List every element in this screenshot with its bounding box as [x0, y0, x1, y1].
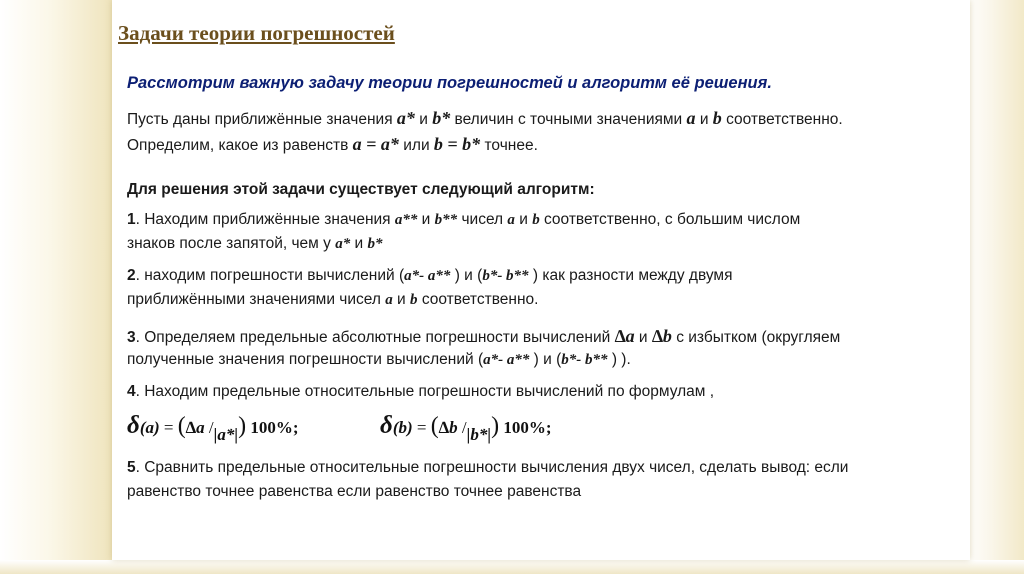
- step-2-line-1: [127, 266, 732, 286]
- formula-percent: 100%;: [246, 418, 299, 437]
- symbol-b-star: b*: [367, 236, 383, 252]
- step-text: и: [392, 291, 411, 308]
- intro-text: и: [695, 111, 713, 128]
- intro-text: или: [398, 137, 434, 154]
- slide-title: Задачи теории погрешностей: [118, 21, 395, 45]
- equality-a: a = a*: [352, 134, 399, 154]
- step-text: и: [634, 329, 652, 346]
- step-text: знаков после запятой, чем у: [127, 235, 336, 252]
- error-a: a*- a**: [404, 268, 451, 284]
- step-number: 5: [127, 459, 136, 476]
- step-number: 3: [127, 329, 136, 346]
- delta-symbol: δ: [127, 412, 140, 439]
- step-number: 1: [127, 211, 136, 228]
- symbol-a: a: [507, 212, 515, 228]
- step-text: приближёнными значениями чисел: [127, 291, 386, 308]
- step-1-line-2: [127, 234, 382, 254]
- step-text: и: [514, 211, 533, 228]
- bottom-edge-gradient: [0, 560, 1024, 574]
- slide-subtitle: Рассмотрим важную задачу теории погрешностей и алгоритм её решения.: [127, 74, 772, 92]
- intro-text: величин с точными значениями: [450, 111, 687, 128]
- symbol-a-star: a*: [335, 236, 351, 252]
- step-number: 4: [127, 383, 136, 400]
- step-text: ) ).: [607, 351, 631, 368]
- formula-arg: (b): [392, 418, 413, 437]
- step-text: полученные значения погрешности вычислений (: [127, 351, 484, 368]
- symbol-b-double-star: b**: [434, 212, 458, 228]
- step-text: ) как разности между двумя: [528, 267, 733, 284]
- intro-text: точнее.: [480, 137, 538, 154]
- step-text: ) и (: [450, 267, 483, 284]
- formula-numerator: ∆a: [185, 418, 205, 437]
- symbol-a-double-star: a**: [394, 212, 418, 228]
- delta-b: ∆b: [651, 326, 672, 346]
- step-text: . Находим приближённые значения: [135, 211, 395, 228]
- intro-text: Определим, какое из равенств: [127, 137, 353, 154]
- formula-eq: =: [159, 418, 178, 437]
- step-text: соответственно, с большим числом: [539, 211, 801, 228]
- formula-percent: 100%;: [499, 418, 552, 437]
- right-edge-gradient: [964, 0, 1024, 574]
- step-text: . Определяем предельные абсолютные погрешности вычислений: [135, 329, 615, 346]
- formula-eq: =: [412, 418, 431, 437]
- symbol-b: b: [532, 212, 540, 228]
- intro-line-2: [127, 134, 538, 156]
- equality-b: b = b*: [433, 134, 481, 154]
- step-text: . Находим предельные относительные погрешности вычислений по формулам ,: [135, 383, 715, 400]
- intro-text: Пусть даны приближённые значения: [127, 111, 397, 128]
- formula-arg: (a): [139, 418, 160, 437]
- intro-line-1: [127, 108, 843, 130]
- left-edge-gradient: [0, 0, 112, 574]
- formula-slash: /: [204, 418, 214, 437]
- symbol-b: b: [712, 108, 722, 128]
- formula-slash: /: [457, 418, 467, 437]
- symbol-a: a: [385, 292, 393, 308]
- step-3-line-1: [127, 326, 840, 348]
- symbol-b: b: [410, 292, 418, 308]
- step-5-line-1: [127, 458, 848, 478]
- symbol-a-star: a*: [396, 108, 415, 128]
- delta-a: ∆a: [614, 326, 635, 346]
- error-b: b*- b**: [561, 352, 608, 368]
- formula-denominator: |a*|: [213, 425, 239, 444]
- intro-text: соответственно.: [721, 111, 843, 128]
- step-5-line-2: равенство точнее равенства если равенство точнее равенства: [127, 483, 582, 500]
- step-text: ) и (: [529, 351, 562, 368]
- formula-numerator: ∆b: [438, 418, 458, 437]
- symbol-b-star: b*: [432, 108, 451, 128]
- step-text: соответственно.: [417, 291, 539, 308]
- algorithm-heading: Для решения этой задачи существует следующий алгоритм:: [127, 181, 595, 198]
- step-text: чисел: [457, 211, 508, 228]
- step-2-line-2: [127, 290, 538, 310]
- step-1-line-1: [127, 210, 800, 230]
- step-text: . Сравнить предельные относительные погрешности вычисления двух чисел, сделать вывод: если: [135, 459, 849, 476]
- step-4-line: [127, 382, 714, 402]
- step-text: и: [350, 235, 368, 252]
- intro-text: и: [414, 111, 433, 128]
- step-number: 2: [127, 267, 136, 284]
- delta-symbol: δ: [380, 412, 393, 439]
- step-text: с избытком (округляем: [671, 329, 841, 346]
- step-3-line-2: [127, 350, 631, 370]
- symbol-a: a: [686, 108, 696, 128]
- step-text: . находим погрешности вычислений (: [135, 267, 405, 284]
- formula-denominator: |b*|: [466, 425, 492, 444]
- error-b: b*- b**: [482, 268, 529, 284]
- error-a: a*- a**: [483, 352, 530, 368]
- step-text: и: [417, 211, 435, 228]
